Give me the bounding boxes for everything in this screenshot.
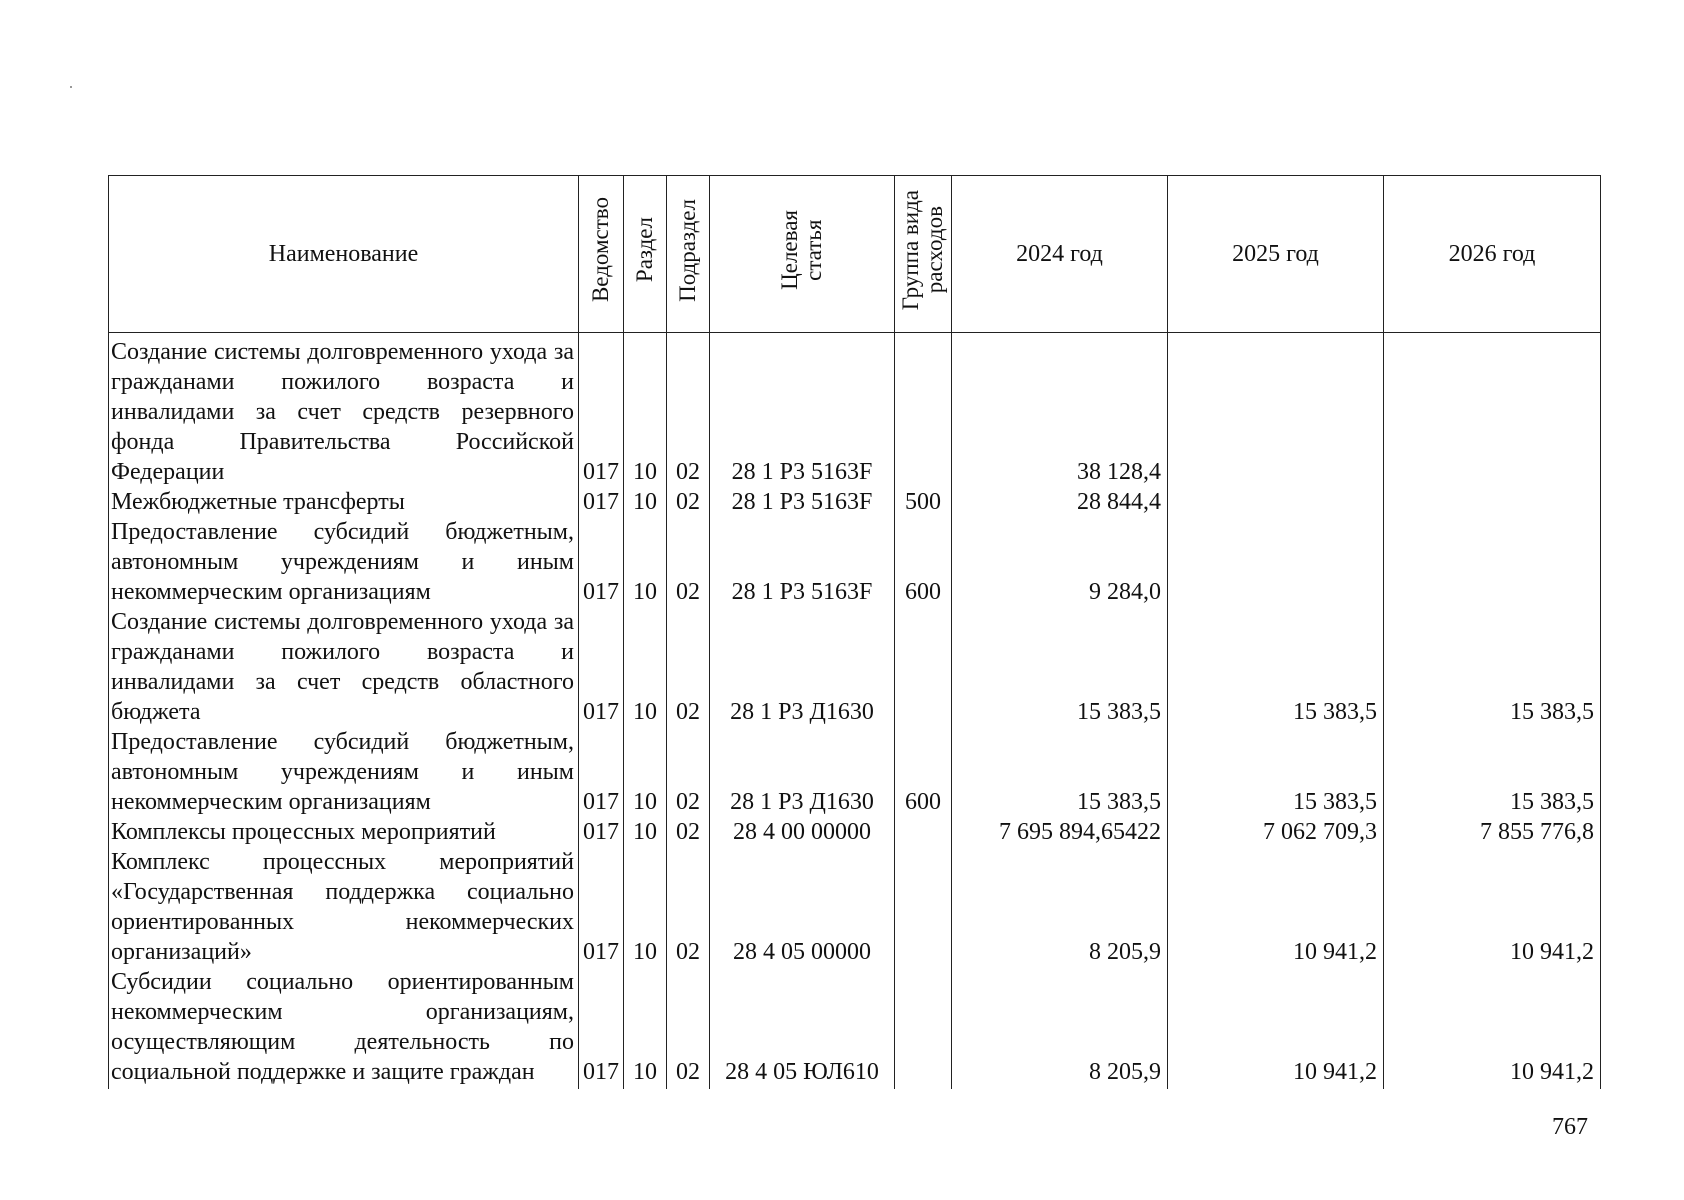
row-amount-2025	[1168, 333, 1384, 488]
row-amount-2026	[1384, 487, 1601, 517]
row-amount-2024: 15 383,5	[952, 727, 1168, 817]
row-target-article: 28 1 Р3 5163F	[710, 333, 895, 488]
row-section: 10	[624, 333, 667, 488]
row-expense-group	[895, 967, 952, 1089]
row-department: 017	[579, 847, 624, 967]
row-name: Предоставление субсидий бюджетным, автономным учреждениям и иным некоммерческим организациям	[109, 517, 579, 607]
row-section: 10	[624, 817, 667, 847]
table-row	[109, 967, 1601, 1089]
row-section: 10	[624, 727, 667, 817]
row-amount-2024: 9 284,0	[952, 517, 1168, 607]
row-target-article: 28 4 05 ЮЛ610	[710, 967, 895, 1089]
row-amount-2026: 15 383,5	[1384, 727, 1601, 817]
row-expense-group	[895, 817, 952, 847]
row-amount-2026	[1384, 333, 1601, 488]
row-amount-2025: 15 383,5	[1168, 607, 1384, 727]
page-number: 767	[1552, 1114, 1588, 1140]
header-name: Наименование	[109, 176, 579, 333]
header-2025: 2025 год	[1168, 176, 1384, 333]
row-expense-group	[895, 847, 952, 967]
row-name: Межбюджетные трансферты	[109, 487, 579, 517]
table-row	[109, 607, 1601, 727]
row-amount-2025: 10 941,2	[1168, 847, 1384, 967]
row-amount-2024: 8 205,9	[952, 847, 1168, 967]
row-amount-2025: 10 941,2	[1168, 967, 1384, 1089]
row-name: Субсидии социально ориентированным некоммерческим организациям, осуществляющим деятельность по социальной поддержке и защите граждан	[109, 967, 579, 1089]
row-amount-2026: 15 383,5	[1384, 607, 1601, 727]
table-row	[109, 727, 1601, 817]
row-department: 017	[579, 487, 624, 517]
row-amount-2025: 7 062 709,3	[1168, 817, 1384, 847]
row-target-article: 28 1 Р3 Д1630	[710, 727, 895, 817]
header-subsection: Подраздел	[667, 176, 710, 333]
row-name: Комплекс процессных мероприятий «Государственная поддержка социально ориентированных некоммерческих организаций»	[109, 847, 579, 967]
row-expense-group: 500	[895, 487, 952, 517]
table-header	[109, 176, 1601, 333]
row-department: 017	[579, 333, 624, 488]
row-subsection: 02	[667, 333, 710, 488]
row-amount-2025	[1168, 517, 1384, 607]
row-expense-group: 600	[895, 727, 952, 817]
table-row	[109, 333, 1601, 488]
row-target-article: 28 1 Р3 Д1630	[710, 607, 895, 727]
table-body	[109, 333, 1601, 1090]
row-amount-2024: 38 128,4	[952, 333, 1168, 488]
row-target-article: 28 1 Р3 5163F	[710, 487, 895, 517]
table-row	[109, 817, 1601, 847]
row-name: Создание системы долговременного ухода за гражданами пожилого возраста и инвалидами за счет средств областного бюджета	[109, 607, 579, 727]
row-amount-2025	[1168, 487, 1384, 517]
row-amount-2024: 15 383,5	[952, 607, 1168, 727]
row-name: Предоставление субсидий бюджетным, автономным учреждениям и иным некоммерческим организациям	[109, 727, 579, 817]
row-section: 10	[624, 967, 667, 1089]
row-amount-2024: 7 695 894,65422	[952, 817, 1168, 847]
row-name: Создание системы долговременного ухода за гражданами пожилого возраста и инвалидами за счет средств резервного фонда Правительства Российской Федерации	[109, 333, 579, 488]
row-amount-2025: 15 383,5	[1168, 727, 1384, 817]
row-expense-group: 600	[895, 517, 952, 607]
row-section: 10	[624, 517, 667, 607]
row-department: 017	[579, 817, 624, 847]
header-expense-group: Группа вида расходов	[895, 176, 952, 333]
row-amount-2024: 28 844,4	[952, 487, 1168, 517]
budget-table	[108, 175, 1601, 1089]
row-name: Комплексы процессных мероприятий	[109, 817, 579, 847]
row-subsection: 02	[667, 607, 710, 727]
table-row	[109, 847, 1601, 967]
row-section: 10	[624, 607, 667, 727]
header-section: Раздел	[624, 176, 667, 333]
row-subsection: 02	[667, 817, 710, 847]
row-target-article: 28 4 00 00000	[710, 817, 895, 847]
row-subsection: 02	[667, 967, 710, 1089]
header-2024: 2024 год	[952, 176, 1168, 333]
header-target-article: Целевая статья	[710, 176, 895, 333]
scan-speck	[70, 86, 72, 88]
row-amount-2026: 10 941,2	[1384, 847, 1601, 967]
table-row	[109, 487, 1601, 517]
row-amount-2024: 8 205,9	[952, 967, 1168, 1089]
row-target-article: 28 1 Р3 5163F	[710, 517, 895, 607]
row-subsection: 02	[667, 517, 710, 607]
row-department: 017	[579, 967, 624, 1089]
row-amount-2026	[1384, 517, 1601, 607]
header-department: Ведомство	[579, 176, 624, 333]
table-row	[109, 517, 1601, 607]
row-subsection: 02	[667, 487, 710, 517]
row-department: 017	[579, 607, 624, 727]
row-subsection: 02	[667, 727, 710, 817]
header-2026: 2026 год	[1384, 176, 1601, 333]
row-expense-group	[895, 607, 952, 727]
row-amount-2026: 10 941,2	[1384, 967, 1601, 1089]
row-department: 017	[579, 727, 624, 817]
row-section: 10	[624, 847, 667, 967]
row-target-article: 28 4 05 00000	[710, 847, 895, 967]
row-department: 017	[579, 517, 624, 607]
row-expense-group	[895, 333, 952, 488]
row-subsection: 02	[667, 847, 710, 967]
row-section: 10	[624, 487, 667, 517]
row-amount-2026: 7 855 776,8	[1384, 817, 1601, 847]
